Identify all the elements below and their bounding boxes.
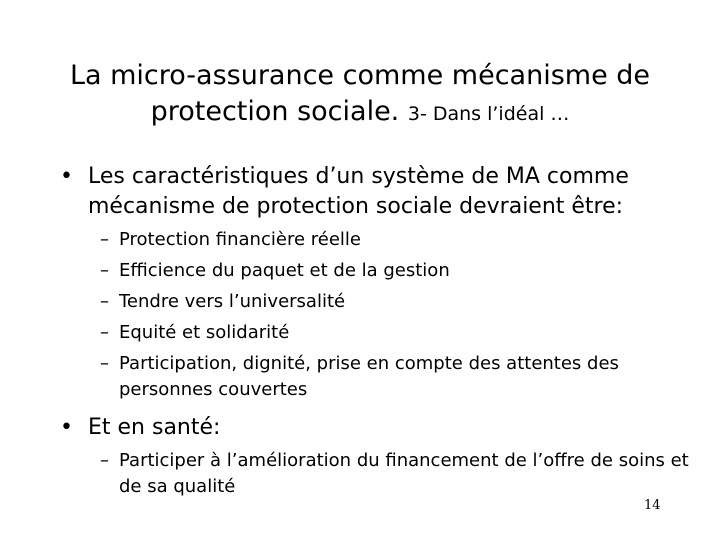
title-line-1: La micro-assurance comme mécanisme de bbox=[69, 60, 651, 91]
subitem-dash: – bbox=[100, 353, 109, 374]
subitem-dash: – bbox=[100, 322, 109, 343]
bullet-dot: • bbox=[60, 415, 73, 440]
bullet-dot: • bbox=[60, 164, 73, 189]
title-line-2 bbox=[40, 94, 680, 132]
page-number: 14 bbox=[644, 498, 661, 513]
bullet-text: Les caractéristiques d’un système de MA comme mécanisme de protection sociale devraient être: bbox=[88, 164, 629, 219]
bullet-text: Et en santé: bbox=[88, 415, 221, 440]
title-subtitle: 3- Dans l’idéal … bbox=[407, 103, 570, 125]
subitem-dash: – bbox=[100, 229, 109, 250]
subitem-text: Equité et solidarité bbox=[119, 322, 290, 343]
subitem-text: Protection financière réelle bbox=[119, 229, 361, 250]
subitem-text: Tendre vers l’universalité bbox=[119, 291, 346, 312]
subitem-dash: – bbox=[100, 291, 109, 312]
subitem-text: Efficience du paquet et de la gestion bbox=[119, 260, 450, 281]
slide-title bbox=[40, 58, 680, 132]
subitem-dash: – bbox=[100, 450, 109, 471]
subitem-dash: – bbox=[100, 260, 109, 281]
subitem-text: Participer à l’amélioration du financement de l’offre de soins et de sa qualité bbox=[119, 450, 689, 497]
subitem-text: Participation, dignité, prise en compte des attentes des personnes couvertes bbox=[119, 353, 619, 400]
title-line-2-text: protection sociale. bbox=[150, 96, 400, 127]
